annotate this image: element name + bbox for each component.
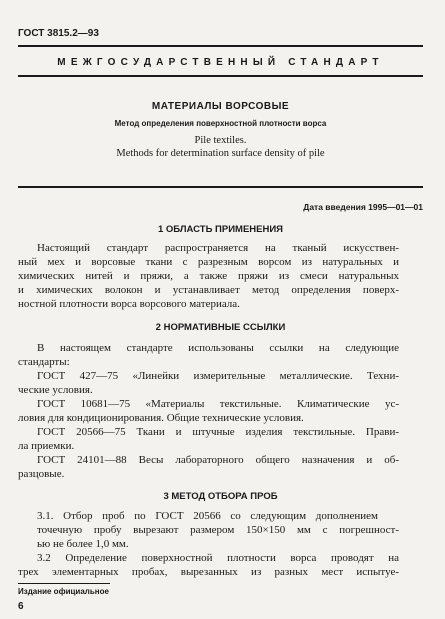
text-line: трех элементарных пробах, вырезанных из разных мест испытуе- xyxy=(18,566,399,578)
english-title-line-1: Pile textiles. xyxy=(194,135,247,146)
text-line: ью не более 1,0 мм. xyxy=(37,538,129,550)
section-heading: 2 НОРМАТИВНЫЕ ССЫЛКИ xyxy=(155,322,286,333)
text-line: 3.2 Определение поверхностной плотности ворса проводят на xyxy=(37,552,399,564)
title-rule xyxy=(18,186,423,188)
text-line: ГОСТ 427—75 «Линейки измерительные металлические. Техни- xyxy=(37,370,399,382)
english-title-line-2: Methods for determination surface density of pile xyxy=(116,148,325,159)
document-subtitle: Метод определения поверхностной плотности ворса xyxy=(114,119,327,128)
text-line: ГОСТ 24101—88 Весы лабораторного общего назначения и об- xyxy=(37,454,399,466)
gost-number: ГОСТ 3815.2—93 xyxy=(18,28,99,39)
header-rule-bottom xyxy=(18,75,423,77)
text-line: ла приемки. xyxy=(18,440,75,452)
page-number: 6 xyxy=(18,601,24,612)
edition-note: Издание официальное xyxy=(18,587,109,596)
section-heading: 3 МЕТОД ОТБОРА ПРОБ xyxy=(163,491,278,502)
text-line: ловия для кондиционирования. Общие технические условия. xyxy=(18,412,304,424)
text-line: ческие условия. xyxy=(18,384,93,396)
text-line: ный мех и ворсовые ткани с разрезным ворсом из натуральных и xyxy=(18,256,399,268)
text-line: ГОСТ 20566—75 Ткани и штучные изделия текстильные. Прави- xyxy=(37,426,399,438)
text-line: точечную пробу вырезают размером 150×150 мм с погрешност- xyxy=(37,524,399,536)
text-line: Настоящий стандарт распространяется на тканый искусствен- xyxy=(37,242,399,254)
text-line: химических нитей и пряжи, а также пряжи из смеси натуральных xyxy=(18,270,399,282)
text-line: ГОСТ 10681—75 «Материалы текстильные. Климатические ус- xyxy=(37,398,399,410)
text-line: разцовые. xyxy=(18,468,65,480)
section-heading: 1 ОБЛАСТЬ ПРИМЕНЕНИЯ xyxy=(157,224,284,235)
text-line: ностной плотности ворса ворсового материала. xyxy=(18,298,240,310)
text-line: 3.1. Отбор проб по ГОСТ 20566 со следующим дополнением xyxy=(37,510,378,522)
header-rule-top xyxy=(18,45,423,47)
text-line: стандарты: xyxy=(18,356,70,368)
standard-type: МЕЖГОСУДАРСТВЕННЫЙ СТАНДАРТ xyxy=(57,57,384,68)
text-line: В настоящем стандарте использованы ссылки на следующие xyxy=(37,342,399,354)
intro-date: Дата введения 1995—01—01 xyxy=(303,202,423,212)
footnote-rule xyxy=(18,583,110,584)
text-line: и химических волокон и устанавливает метод определения поверх- xyxy=(18,284,399,296)
document-title: МАТЕРИАЛЫ ВОРСОВЫЕ xyxy=(151,101,290,112)
